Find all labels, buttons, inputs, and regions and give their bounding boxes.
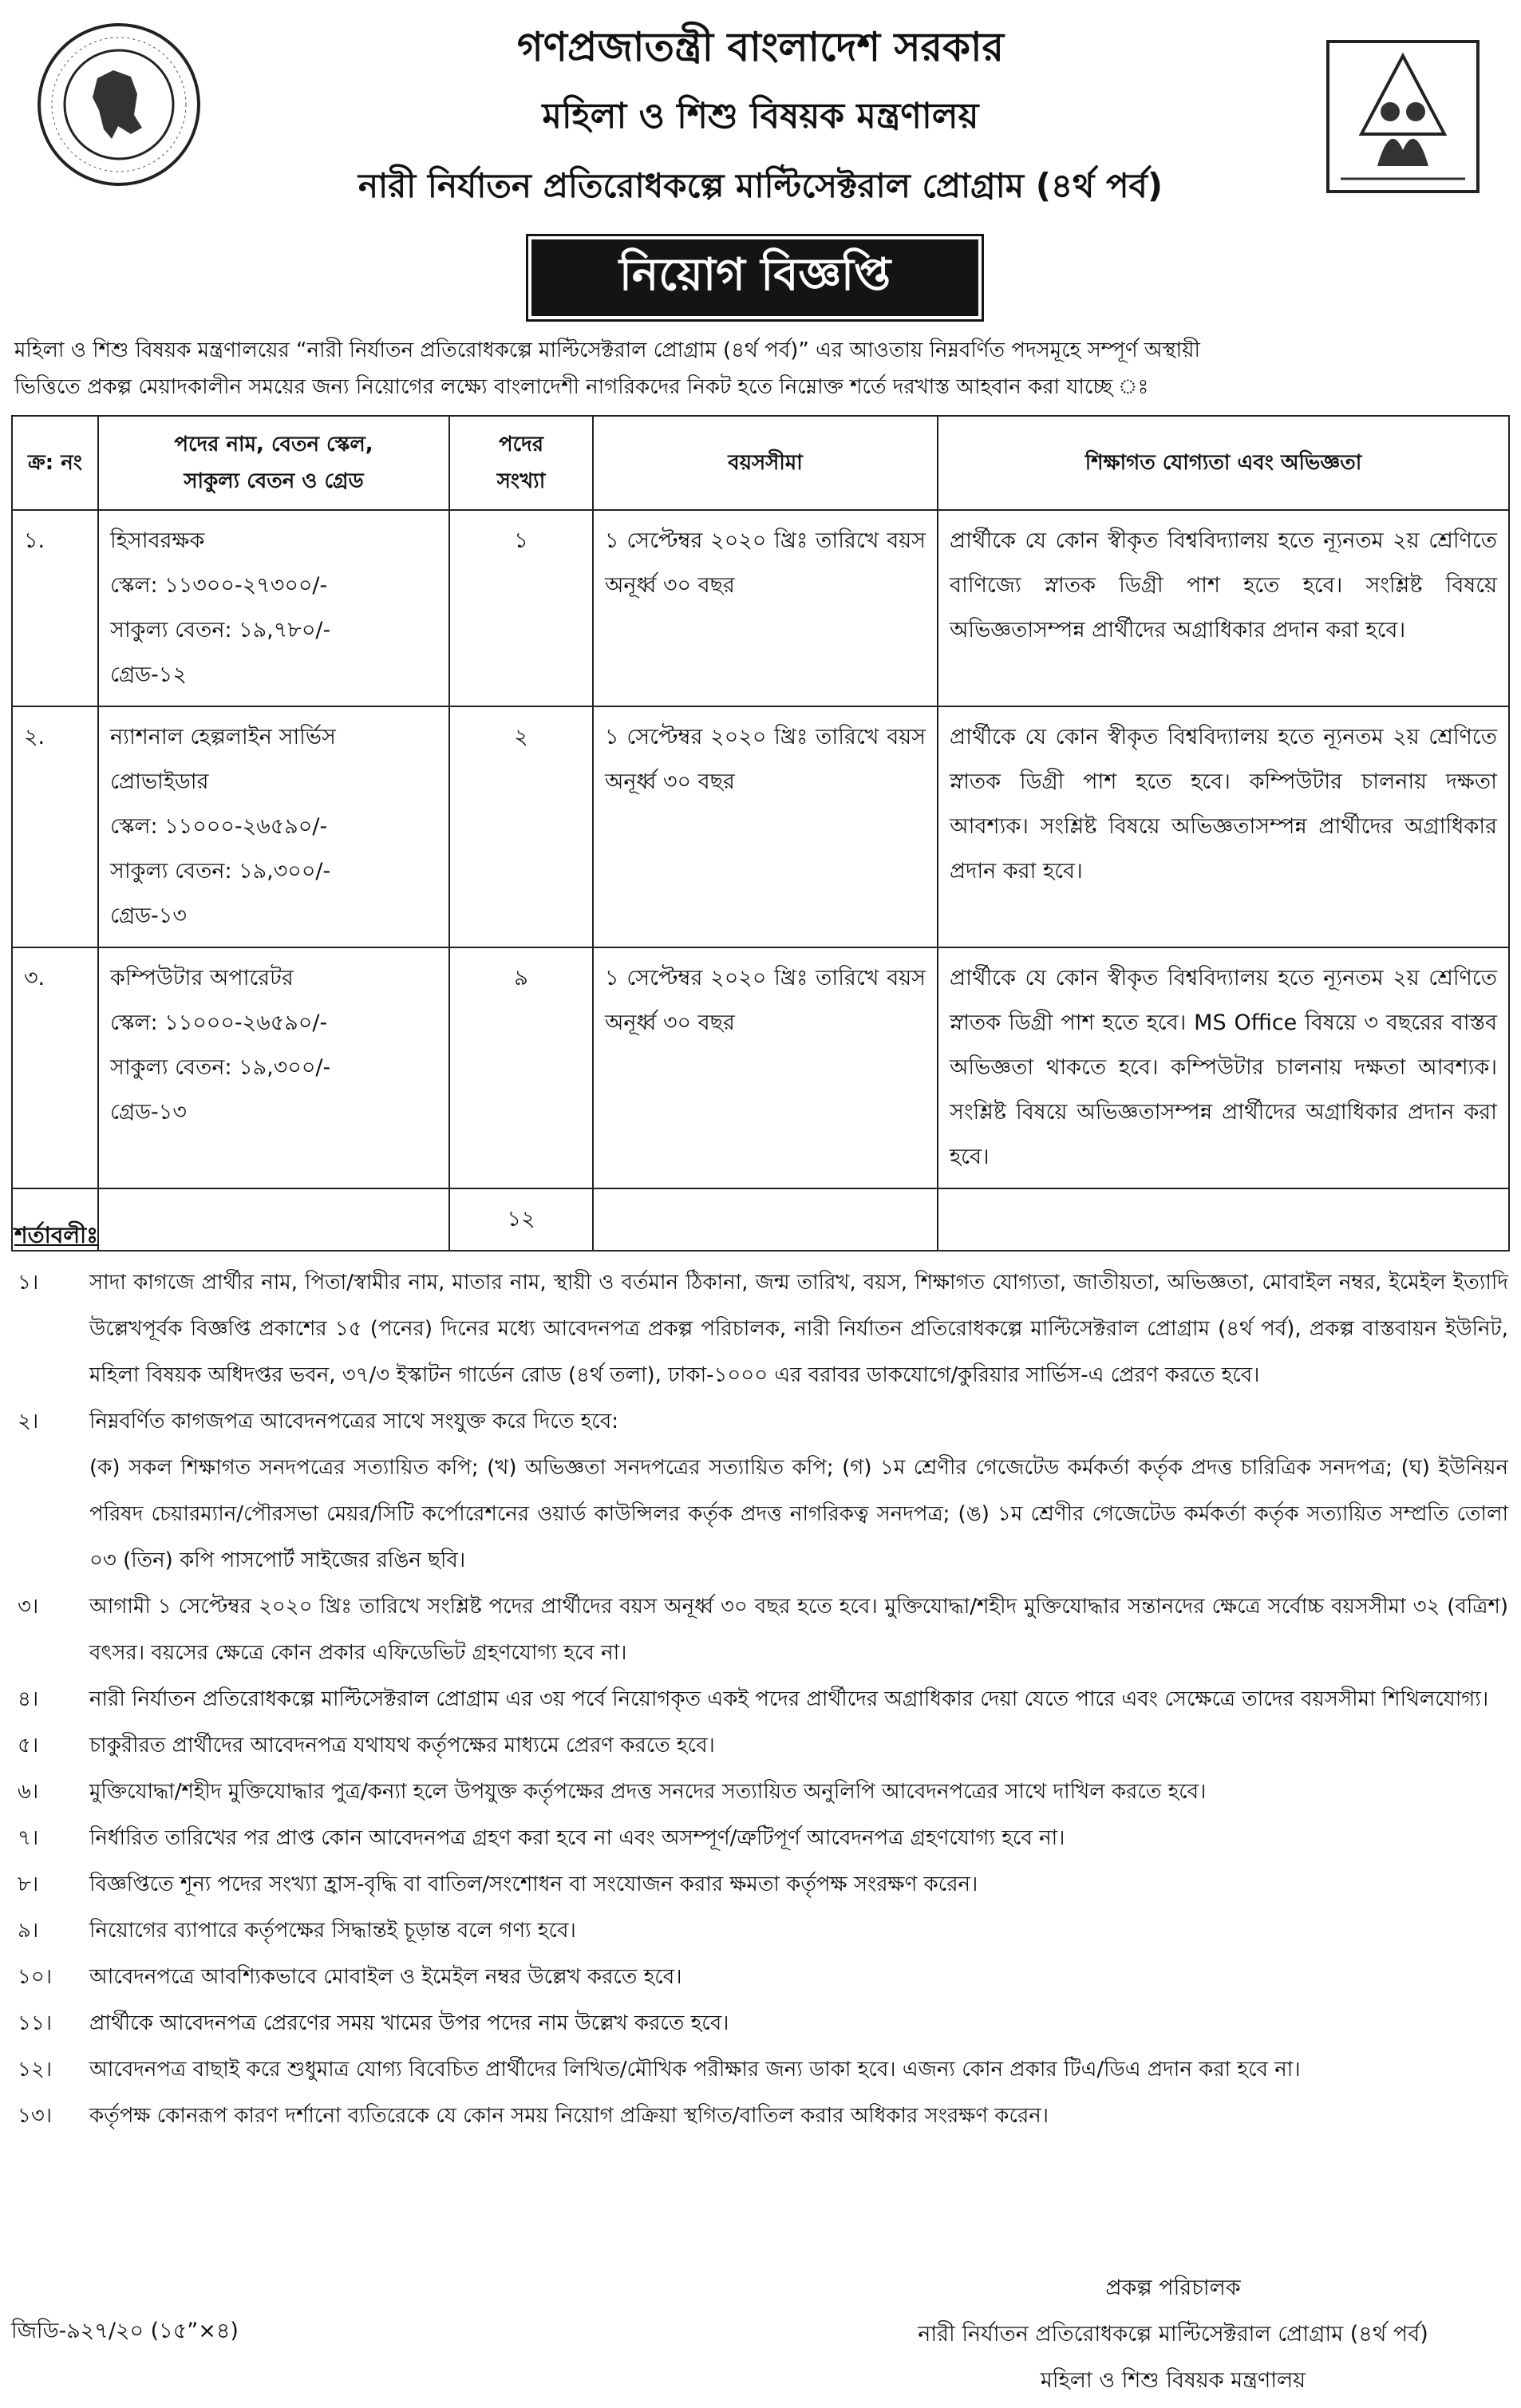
- terms-heading: শর্তাবলীঃ: [14, 1222, 99, 1248]
- header-post-name: পদের নাম, বেতন স্কেল, সাকুল্য বেতন ও গ্রেড: [98, 416, 449, 510]
- intro-line: ভিত্তিতে প্রকল্প মেয়াদকালীন সময়ের জন্য নিয়োগের লক্ষ্যে বাংলাদেশী নাগরিকদের নিকট হতে নিম্নোক্ত শর্তে দরখাস্ত আহবান করা যাচ্ছে ঃ: [14, 375, 1149, 399]
- list-item: [14, 1954, 1508, 2000]
- header-serial: ক্র: নং: [12, 416, 98, 510]
- row-qualification: প্রার্থীকে যে কোন স্বীকৃত বিশ্ববিদ্যালয় হতে ন্যূনতম ২য় শ্রেণিতে স্নাতক ডিগ্রী পাশ হতে হবে। কম্পিউটার চালনায় দক্ষতা আবশ্যক। সংশ্লিষ্ট বিষয়ে অভিজ্ঞতাসম্পন্ন প্রার্থীদের অগ্রাধিকার প্রদান করা হবে।: [938, 706, 1509, 947]
- row-post-count: ২: [449, 706, 593, 947]
- row-qualification: প্রার্থীকে যে কোন স্বীকৃত বিশ্ববিদ্যালয় হতে ন্যূনতম ২য় শ্রেণিতে স্নাতক ডিগ্রী পাশ হতে হবে। MS Office বিষয়ে ৩ বছরের বাস্তব অভিজ্ঞতা থাকতে হবে। কম্পিউটার চালনায় দক্ষতা আবশ্যক। সংশ্লিষ্ট বিষয়ে অভিজ্ঞতাসম্পন্ন প্রার্থীদের অগ্রাধিকার প্রদান করা হবে।: [938, 947, 1509, 1188]
- term-number: ১২।: [18, 2058, 53, 2082]
- notice-title: নিয়োগ বিজ্ঞপ্তি: [531, 239, 978, 316]
- list-item: [14, 1259, 1508, 1398]
- table-row: [12, 947, 1509, 1188]
- term-number: ৮।: [18, 1872, 39, 1896]
- list-item: [14, 2046, 1508, 2093]
- program-title: নারী নির্যাতন প্রতিরোধকল্পে মাল্টিসেক্টরাল প্রোগ্রাম (৪র্থ পর্ব): [358, 166, 1163, 205]
- list-item: [14, 1398, 1508, 1584]
- table-row: [12, 510, 1509, 706]
- term-number: ১১।: [18, 2011, 53, 2035]
- term-number: ১।: [18, 1271, 39, 1295]
- row-post-name: হিসাবরক্ষক স্কেল: ১১৩০০-২৭৩০০/- সাকুল্য বেতন: ১৯,৭৮০/- গ্রেড-১২: [98, 510, 449, 706]
- table-row: [12, 706, 1509, 947]
- term-number: ৪।: [18, 1687, 39, 1711]
- row-age-limit: ১ সেপ্টেম্বর ২০২০ খ্রিঃ তারিখে বয়স অনূর্ধ্ব ৩০ বছর: [593, 947, 938, 1188]
- term-text: সাদা কাগজে প্রার্থীর নাম, পিতা/স্বামীর নাম, মাতার নাম, স্থায়ী ও বর্তমান ঠিকানা, জন্ম তারিখ, বয়স, শিক্ষাগত যোগ্যতা, জাতীয়তা, অভিজ্ঞতা, মোবাইল নম্বর, ইমেইল ইত্যাদি উল্লেখপূর্বক বিজ্ঞপ্তি প্রকাশের ১৫ (পনের) দিনের মধ্যে আবেদনপত্র প্রকল্প পরিচালক, নারী নির্যাতন প্রতিরোধকল্পে মাল্টিসেক্টরাল প্রোগ্রাম (৪র্থ পর্ব), প্রকল্প বাস্তবায়ন ইউনিট, মহিলা বিষয়ক অধিদপ্তর ভবন, ৩৭/৩ ইস্কাটন গার্ডেন রোড (৪র্থ তলা), ঢাকা-১০০০ এর বরাবর ডাকযোগে/কুরিয়ার সার্ভিস-এ প্রেরণ করতে হবে।: [89, 1271, 1508, 1387]
- term-text: নিম্নবর্ণিত কাগজপত্র আবেদনপত্রের সাথে সংযুক্ত করে দিতে হবে:: [89, 1410, 618, 1433]
- list-item: [14, 1676, 1508, 1722]
- signatory-ministry: মহিলা ও শিশু বিষয়ক মন্ত্রণালয়: [1040, 2368, 1306, 2393]
- intro-paragraph: [14, 332, 1508, 405]
- term-number: ৬।: [18, 1780, 39, 1804]
- term-text: বিজ্ঞপ্তিতে শূন্য পদের সংখ্যা হ্রাস-বৃদ্ধি বা বাতিল/সংশোধন বা সংযোজন করার ক্ষমতা কর্তৃপক্ষ সংরক্ষণ করেন।: [89, 1872, 978, 1896]
- total-post-count: ১২: [449, 1188, 593, 1251]
- term-text: চাকুরীরত প্রার্থীদের আবেদনপত্র যথাযথ কর্তৃপক্ষের মাধ্যমে প্রেরণ করতে হবে।: [89, 1734, 715, 1758]
- program-logo-icon: [1325, 38, 1481, 195]
- term-text: আগামী ১ সেপ্টেম্বর ২০২০ খ্রিঃ তারিখে সংশ্লিষ্ট পদের প্রার্থীদের বয়স অনূর্ধ্ব ৩০ বছর হতে হবে। মুক্তিযোদ্ধা/শহীদ মুক্তিযোদ্ধার সন্তানদের ক্ষেত্রে সর্বোচ্চ বয়সসীমা ৩২ (বত্রিশ) বৎসর। বয়সের ক্ষেত্রে কোন প্রকার এফিডেভিট গ্রহণযোগ্য হবে না।: [89, 1595, 1508, 1665]
- term-number: ৩।: [18, 1595, 39, 1619]
- page-header: [0, 0, 1521, 239]
- list-item: [14, 1908, 1508, 1954]
- header-age-limit: বয়সসীমা: [593, 416, 938, 510]
- term-text: (ক) সকল শিক্ষাগত সনদপত্রের সত্যায়িত কপি; (খ) অভিজ্ঞতা সনদপত্রের সত্যায়িত কপি; (গ) ১ম শ্রেণীর গেজেটেড কর্মকর্তা কর্তৃক প্রদত্ত চারিত্রিক সনদপত্র; (ঘ) ইউনিয়ন পরিষদ চেয়ারম্যান/পৌরসভা মেয়র/সিটি কর্পোরেশনের ওয়ার্ড কাউন্সিলর কর্তৃক প্রদত্ত নাগরিকত্ব সনদপত্র; (ঙ) ১ম শ্রেণীর গেজেটেড কর্মকর্তা কর্তৃক সত্যায়িত সম্প্রতি তোলা ০৩ (তিন) কপি পাসপোর্ট সাইজের রঙিন ছবি।: [89, 1456, 1508, 1572]
- row-age-limit: ১ সেপ্টেম্বর ২০২০ খ্রিঃ তারিখে বয়স অনূর্ধ্ব ৩০ বছর: [593, 706, 938, 947]
- term-number: ৯।: [18, 1919, 39, 1943]
- table-header-row: [12, 416, 1509, 510]
- total-empty-cell: [938, 1188, 1509, 1251]
- list-item: [14, 2093, 1508, 2139]
- term-text: আবেদনপত্র বাছাই করে শুধুমাত্র যোগ্য বিবেচিত প্রার্থীদের লিখিত/মৌখিক পরীক্ষার জন্য ডাকা হবে। এজন্য কোন প্রকার টিএ/ডিএ প্রদান করা হবে না।: [89, 2058, 1301, 2082]
- term-text: আবেদনপত্রে আবশ্যিকভাবে মোবাইল ও ইমেইল নম্বর উল্লেখ করতে হবে।: [89, 1965, 682, 1989]
- term-text: নারী নির্যাতন প্রতিরোধকল্পে মাল্টিসেক্টরাল প্রোগ্রাম এর ৩য় পর্বে নিয়োগকৃত একই পদের প্রার্থীদের অগ্রাধিকার দেয়া যেতে পারে এবং সেক্ষেত্রে তাদের বয়সসীমা শিথিলযোগ্য।: [89, 1687, 1489, 1711]
- term-number: ৫।: [18, 1734, 39, 1758]
- row-serial: ২.: [12, 706, 98, 947]
- row-age-limit: ১ সেপ্টেম্বর ২০২০ খ্রিঃ তারিখে বয়স অনূর্ধ্ব ৩০ বছর: [593, 510, 938, 706]
- intro-line: মহিলা ও শিশু বিষয়ক মন্ত্রণালয়ের “নারী নির্যাতন প্রতিরোধকল্পে মাল্টিসেক্টরাল প্রোগ্রাম (৪র্থ পর্ব)” এর আওতায় নিম্নবর্ণিত পদসমূহে সম্পূর্ণ অস্থায়ী: [14, 338, 1200, 362]
- header-qualification: শিক্ষাগত যোগ্যতা এবং অভিজ্ঞতা: [938, 416, 1509, 510]
- row-serial: ১.: [12, 510, 98, 706]
- term-number: ২।: [18, 1410, 39, 1433]
- term-text: কর্তৃপক্ষ কোনরূপ কারণ দর্শানো ব্যতিরেকে যে কোন সময় নিয়োগ প্রক্রিয়া স্থগিত/বাতিল করার অধিকার সংরক্ষণ করেন।: [89, 2104, 1049, 2128]
- row-qualification: প্রার্থীকে যে কোন স্বীকৃত বিশ্ববিদ্যালয় হতে ন্যূনতম ২য় শ্রেণিতে বাণিজ্যে স্নাতক ডিগ্রী পাশ হতে হবে। সংশ্লিষ্ট বিষয়ে অভিজ্ঞতাসম্পন্ন প্রার্থীদের অগ্রাধিকার প্রদান করা হবে।: [938, 510, 1509, 706]
- term-text: মুক্তিযোদ্ধা/শহীদ মুক্তিযোদ্ধার পুত্র/কন্যা হলে উপযুক্ত কর্তৃপক্ষের প্রদত্ত সনদের সত্যায়িত অনুলিপি আবেদনপত্রের সাথে দাখিল করতে হবে।: [89, 1780, 1207, 1804]
- term-text: নিয়োগের ব্যাপারে কর্তৃপক্ষের সিদ্ধান্তই চূড়ান্ত বলে গণ্য হবে।: [89, 1919, 576, 1943]
- signatory-designation: প্রকল্প পরিচালক: [1105, 2276, 1241, 2300]
- row-post-count: ১: [449, 510, 593, 706]
- posts-table: [11, 415, 1510, 1251]
- list-item: [14, 2000, 1508, 2046]
- list-item: [14, 1815, 1508, 1861]
- term-number: ১৩।: [18, 2104, 53, 2128]
- total-empty-cell: [593, 1188, 938, 1251]
- list-item: [14, 1769, 1508, 1815]
- row-serial: ৩.: [12, 947, 98, 1188]
- gd-number: জিডি-৯২৭/২০ (১৫”×৪): [11, 2319, 239, 2343]
- signatory-program: নারী নির্যাতন প্রতিরোধকল্পে মাল্টিসেক্টরাল প্রোগ্রাম (৪র্থ পর্ব): [918, 2322, 1428, 2347]
- table-total-row: [12, 1188, 1509, 1251]
- header-post-count: পদের সংখ্যা: [449, 416, 593, 510]
- term-text: নির্ধারিত তারিখের পর প্রাপ্ত কোন আবেদনপত্র গ্রহণ করা হবে না এবং অসম্পূর্ণ/ত্রুটিপূর্ণ আবেদনপত্র গ্রহণযোগ্য হবে না।: [89, 1826, 1065, 1850]
- terms-list: [14, 1259, 1508, 2139]
- term-number: ১০।: [18, 1965, 53, 1989]
- signature-block: [846, 2265, 1500, 2404]
- list-item: [14, 1722, 1508, 1769]
- total-empty-cell: [98, 1188, 449, 1251]
- ministry-title: মহিলা ও শিশু বিষয়ক মন্ত্রণালয়: [542, 96, 979, 136]
- row-post-name: কম্পিউটার অপারেটর স্কেল: ১১০০০-২৬৫৯০/- সাকুল্য বেতন: ১৯,৩০০/- গ্রেড-১৩: [98, 947, 449, 1188]
- row-post-name: ন্যাশনাল হেল্পলাইন সার্ভিস প্রোভাইডার স্কেল: ১১০০০-২৬৫৯০/- সাকুল্য বেতন: ১৯,৩০০/- গ্রেড-১৩: [98, 706, 449, 947]
- term-number: ৭।: [18, 1826, 39, 1850]
- term-text: প্রার্থীকে আবেদনপত্র প্রেরণের সময় খামের উপর পদের নাম উল্লেখ করতে হবে।: [89, 2011, 729, 2035]
- list-item: [14, 1861, 1508, 1908]
- list-item: [14, 1584, 1508, 1676]
- government-title: গণপ্রজাতন্ত্রী বাংলাদেশ সরকার: [517, 24, 1004, 70]
- row-post-count: ৯: [449, 947, 593, 1188]
